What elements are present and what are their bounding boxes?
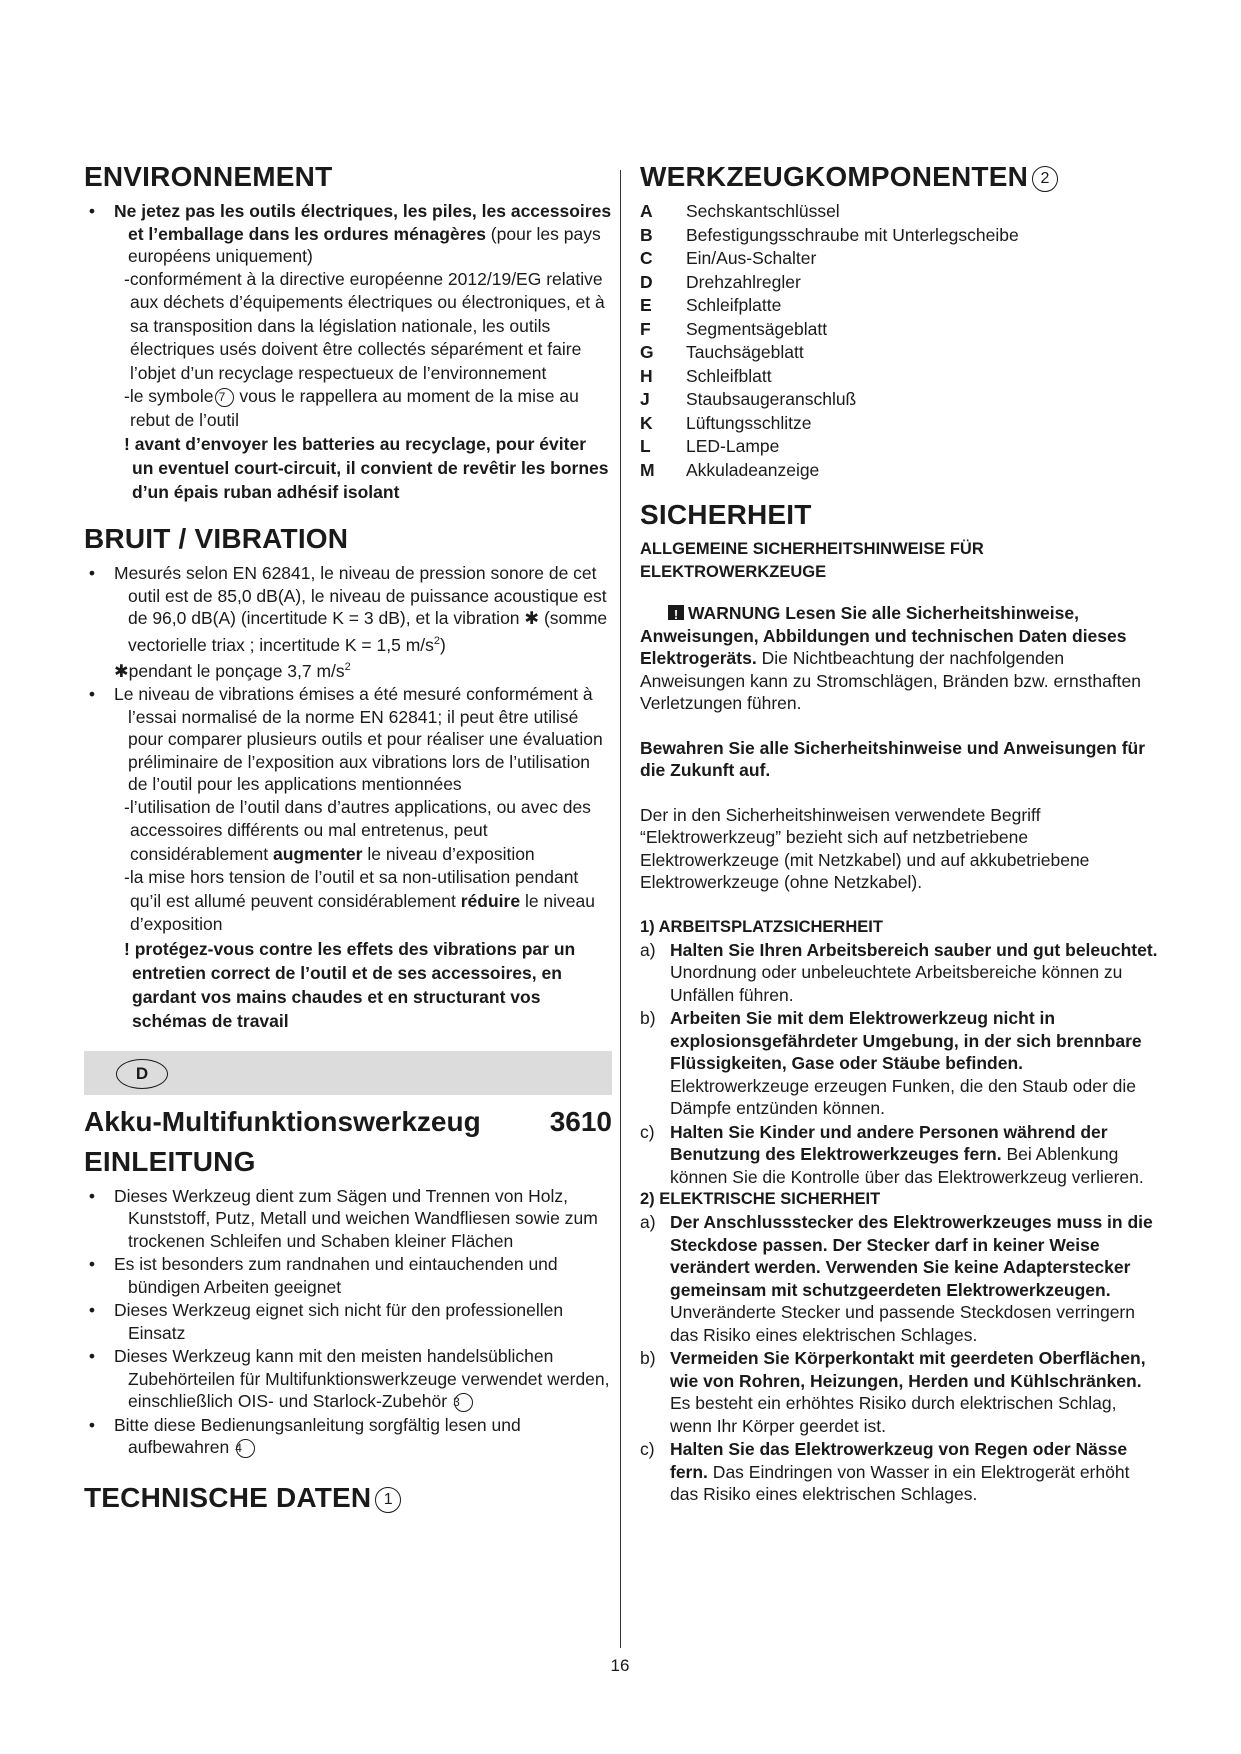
- bullet-icon: •: [88, 1185, 96, 1206]
- bold-text: réduire: [460, 890, 521, 911]
- figure-ref-circle: 2: [1032, 166, 1058, 192]
- body-text: Es besteht ein erhöhtes Risiko durch elektrischen Schlag, wenn Ihr Körper geerdet ist.: [670, 1393, 1117, 1436]
- term-definition: Der in den Sicherheitshinweisen verwendete Begriff “Elektrowerkzeug” bezieht sich auf netzbetriebene Elektrowerkzeuge (mit Netzkabel) und auf akkubetriebene Elektrowerkzeuge (ohne Netzkabel).: [640, 804, 1090, 892]
- warning-note: ! avant d’envoyer les batteries au recyclage, pour éviter un eventuel court-circuit, il convient de revêtir les bornes d’un épais ruban adhésif isolant: [124, 434, 609, 502]
- body-text: -l’utilisation de l’outil dans d’autres applications, ou avec des accessoires différents ou mal entretenus, peut considérablement: [124, 796, 591, 864]
- right-column: [640, 160, 1160, 1506]
- item-letter: b): [640, 1348, 656, 1368]
- body-text: Dieses Werkzeug kann mit den meisten handelsüblichen Zubehörteilen für Multifunktionswerkzeuge verwendet werden, einschließlich OIS- und Starlock-Zubehör: [114, 1346, 610, 1412]
- body-text: (pour les pays européens uniquement): [128, 223, 601, 266]
- component-row: [640, 365, 1160, 389]
- body-text: Elektrowerkzeuge erzeugen Funken, die den Staub oder die Dämpfe entzünden können.: [670, 1075, 1136, 1118]
- component-key: M: [640, 459, 655, 480]
- component-row: [640, 435, 1160, 459]
- bullet-icon: •: [88, 563, 96, 583]
- superscript: 2: [433, 634, 441, 647]
- component-key: E: [640, 295, 652, 315]
- body-text: Bei Ablenkung können Sie die Kontrolle über das Elektrowerkzeug verlieren.: [670, 1144, 1144, 1187]
- asterisk-icon: ✱: [114, 660, 129, 681]
- list-item: [84, 562, 612, 656]
- warning-note: ! protégez-vous contre les effets des vibrations par un entretien correct de l’outil et de ses accessoires, en gardant vos mains chaudes et en structurant vos schémas de travail: [124, 938, 576, 1031]
- heading-text: WERKZEUGKOMPONENTEN: [640, 161, 1029, 192]
- component-key: F: [640, 318, 651, 339]
- component-row: [640, 318, 1160, 342]
- component-row: [640, 271, 1160, 295]
- component-row: [640, 224, 1160, 248]
- sub-paragraph: [84, 796, 612, 867]
- body-text: le niveau d’exposition: [130, 890, 595, 935]
- body-text: Mesurés selon EN 62841, le niveau de pression sonore de cet outil est de 85,0 dB(A), le niveau de puissance acoustique est de 96,0 dB(A) (incertitude K = 3 dB), et la vibration: [114, 563, 607, 628]
- component-label: Segmentsägeblatt: [686, 318, 828, 339]
- bold-text: augmenter: [273, 843, 363, 864]
- figure-ref-circle: 3: [454, 1393, 473, 1412]
- sub-paragraph: [84, 866, 612, 937]
- bullet-icon: •: [88, 1254, 96, 1275]
- component-row: [640, 200, 1160, 224]
- body-text: Dieses Werkzeug dient zum Sägen und Trennen von Holz, Kunststoff, Putz, Metall und weichen Wandfliesen sowie zum trockenen Schleifen und Schaben kleiner Flächen: [114, 1185, 598, 1251]
- language-badge: D: [116, 1059, 168, 1089]
- bold-text: Halten Sie Ihren Arbeitsbereich sauber und gut beleuchtet.: [670, 939, 1158, 960]
- product-name: Akku-Multifunktionswerkzeug: [84, 1105, 481, 1137]
- body-text: Das Eindringen von Wasser in ein Elektrogerät erhöht das Risiko eines elektrischen Schlages.: [670, 1461, 1130, 1504]
- list-item: [84, 1185, 612, 1253]
- bullet-icon: •: [88, 684, 96, 705]
- figure-ref-circle: 4: [236, 1439, 255, 1458]
- list-item: [84, 1253, 612, 1298]
- section-title-environnement: ENVIRONNEMENT: [84, 161, 333, 192]
- component-row: [640, 459, 1160, 483]
- component-label: Befestigungsschraube mit Unterlegscheibe: [686, 224, 1019, 245]
- component-key: G: [640, 342, 654, 362]
- body-text: (somme vectorielle triax ; incertitude K = 1,5 m/s: [128, 608, 608, 655]
- body-text: Le niveau de vibrations émises a été mesuré conformément à l’essai normalisé de la norme EN 62841; il peut être utilisé pour comparer plusieurs outils et pour réaliser une évaluation préliminaire de l’exposition aux vibrations lors de l’utilisation de l’outil pour les applications mentionnées: [114, 684, 603, 795]
- body-text: -la mise hors tension de l’outil et sa non-utilisation pendant qu’il est allumé peuvent considérablement: [124, 867, 579, 911]
- language-bar: [84, 1051, 612, 1095]
- component-key: J: [640, 389, 650, 409]
- component-label: Tauchsägeblatt: [686, 342, 804, 362]
- component-label: Ein/Aus-Schalter: [686, 248, 817, 268]
- column-divider: [620, 170, 621, 1648]
- section-title-bruit: BRUIT / VIBRATION: [84, 523, 349, 554]
- body-text: Unordnung oder unbeleuchtete Arbeitsbereiche können zu Unfällen führen.: [670, 962, 1123, 1005]
- body-text: Bitte diese Bedienungsanleitung sorgfältig lesen und aufbewahren: [114, 1414, 521, 1458]
- component-key: K: [640, 412, 653, 433]
- component-label: Akkuladeanzeige: [686, 459, 820, 480]
- body-text: -le symbole: [124, 386, 214, 406]
- keep-instructions: Bewahren Sie alle Sicherheitshinweise und Anweisungen für die Zukunft auf.: [640, 737, 1146, 780]
- body-text: Dieses Werkzeug eignet sich nicht für den professionellen Einsatz: [114, 1300, 564, 1343]
- warning-paragraph: [640, 602, 1160, 715]
- product-title: [84, 1105, 612, 1139]
- bullet-icon: •: [88, 1300, 96, 1321]
- component-label: Staubsaugeranschluß: [686, 389, 857, 409]
- component-label: Schleifblatt: [686, 365, 772, 386]
- bold-text: Halten Sie das Elektrowerkzeug von Regen oder Nässe fern.: [670, 1439, 1128, 1482]
- safety-item: [640, 1211, 1160, 1346]
- list-item: [84, 1414, 612, 1459]
- subsection-title-elektrisch: 2) ELEKTRISCHE SICHERHEIT: [640, 1190, 881, 1208]
- section-title-technische-daten: [84, 1481, 612, 1515]
- figure-ref-circle: 7: [215, 388, 234, 407]
- bold-text: Arbeiten Sie mit dem Elektrowerkzeug nicht in explosionsgefährdeter Umgebung, in der sich brennbare Flüssigkeiten, Gase oder Stäube befinden.: [670, 1008, 1142, 1073]
- item-letter: a): [640, 1212, 656, 1232]
- bold-text: Halten Sie Kinder und andere Personen während der Benutzung des Elektrowerkzeuges fern.: [670, 1121, 1108, 1164]
- left-column: [84, 160, 612, 1521]
- component-key: H: [640, 365, 653, 386]
- product-number: 3610: [549, 1105, 612, 1137]
- section-title-komponenten: [640, 160, 1160, 194]
- component-row: [640, 294, 1160, 318]
- component-key: A: [640, 201, 653, 221]
- safety-item: [640, 1007, 1160, 1120]
- component-row: [640, 388, 1160, 412]
- list-item: [84, 1345, 612, 1413]
- body-text: ): [440, 634, 446, 655]
- body-text: pendant le ponçage 3,7 m/s: [128, 660, 345, 681]
- list-item: [84, 683, 612, 796]
- component-key: L: [640, 436, 651, 456]
- warning-triangle-icon: [668, 605, 684, 620]
- safety-subtitle: ALLGEMEINE SICHERHEITSHINWEISE FÜR ELEKTROWERKZEUGE: [640, 540, 984, 581]
- figure-ref-circle: 1: [375, 1487, 401, 1513]
- item-letter: c): [640, 1439, 655, 1459]
- component-key: C: [640, 248, 653, 268]
- component-label: Sechskantschlüssel: [686, 201, 840, 221]
- list-item: [84, 1299, 612, 1344]
- component-row: [640, 341, 1160, 365]
- heading-text: TECHNISCHE DATEN: [84, 1481, 372, 1513]
- bold-text: WARNUNG Lesen Sie alle Sicherheitshinweise, Anweisungen, Abbildungen und technischen Daten dieses Elektrogeräts.: [640, 603, 1127, 668]
- page-number: 16: [610, 1656, 630, 1675]
- component-key: D: [640, 271, 653, 292]
- component-row: [640, 247, 1160, 271]
- bullet-icon: •: [88, 201, 96, 221]
- body-text: Die Nichtbeachtung der nachfolgenden Anweisungen kann zu Stromschlägen, Bränden bzw. ernsthaften Verletzungen führen.: [640, 648, 1142, 713]
- component-label: Schleifplatte: [686, 295, 782, 315]
- safety-item: [640, 1121, 1160, 1189]
- component-label: Lüftungsschlitze: [686, 412, 812, 433]
- component-list: [640, 200, 1160, 482]
- subsection-title-arbeitsplatz: 1) ARBEITSPLATZSICHERHEIT: [640, 917, 883, 936]
- component-row: [640, 412, 1160, 436]
- section-title-einleitung: EINLEITUNG: [84, 1145, 256, 1177]
- body-text: Unveränderte Stecker und passende Steckdosen verringern das Risiko eines elektrischen Schlages.: [670, 1302, 1135, 1345]
- body-text: vous le rappellera au moment de la mise au rebut de l’outil: [130, 386, 579, 430]
- item-letter: a): [640, 939, 656, 960]
- bullet-icon: •: [88, 1346, 96, 1367]
- body-text: Es ist besonders zum randnahen und eintauchenden und bündigen Arbeiten geeignet: [114, 1254, 558, 1297]
- asterisk-icon: ✱: [524, 608, 540, 628]
- superscript: 2: [344, 660, 351, 673]
- safety-item: [640, 1347, 1160, 1437]
- sub-paragraph: [84, 385, 612, 432]
- component-label: LED-Lampe: [686, 436, 780, 456]
- item-letter: b): [640, 1008, 656, 1028]
- list-item: [84, 200, 612, 268]
- safety-item: [640, 939, 1160, 1007]
- bullet-icon: •: [88, 1414, 96, 1435]
- safety-item: [640, 1438, 1160, 1506]
- item-letter: c): [640, 1121, 655, 1142]
- component-label: Drehzahlregler: [686, 271, 801, 292]
- body-text: le niveau d’exposition: [362, 843, 535, 864]
- section-title-sicherheit: SICHERHEIT: [640, 499, 812, 530]
- bold-text: Ne jetez pas les outils électriques, les piles, les accessoires et l’emballage dans les ordures ménagères: [114, 201, 612, 244]
- star-note: [84, 656, 612, 682]
- bold-text: Vermeiden Sie Körperkontakt mit geerdeten Oberflächen, wie von Rohren, Heizungen, Herden und Kühlschränken.: [670, 1348, 1146, 1391]
- bold-text: Der Anschlussstecker des Elektrowerkzeuges muss in die Steckdose passen. Der Stecker darf in keiner Weise verändert werden. Verwenden Sie keine Adapterstecker gemeinsam mit schutzgeerdeten Elektrowerkzeugen.: [670, 1212, 1153, 1300]
- sub-paragraph: -conformément à la directive européenne 2012/19/EG relative aux déchets d’équipements électriques ou électroniques, et à sa transposition dans la législation nationale, les outils électriques usés doivent être collectés séparément et faire l’objet d’un recyclage respectueux de l’environnement: [124, 268, 605, 383]
- component-key: B: [640, 224, 653, 245]
